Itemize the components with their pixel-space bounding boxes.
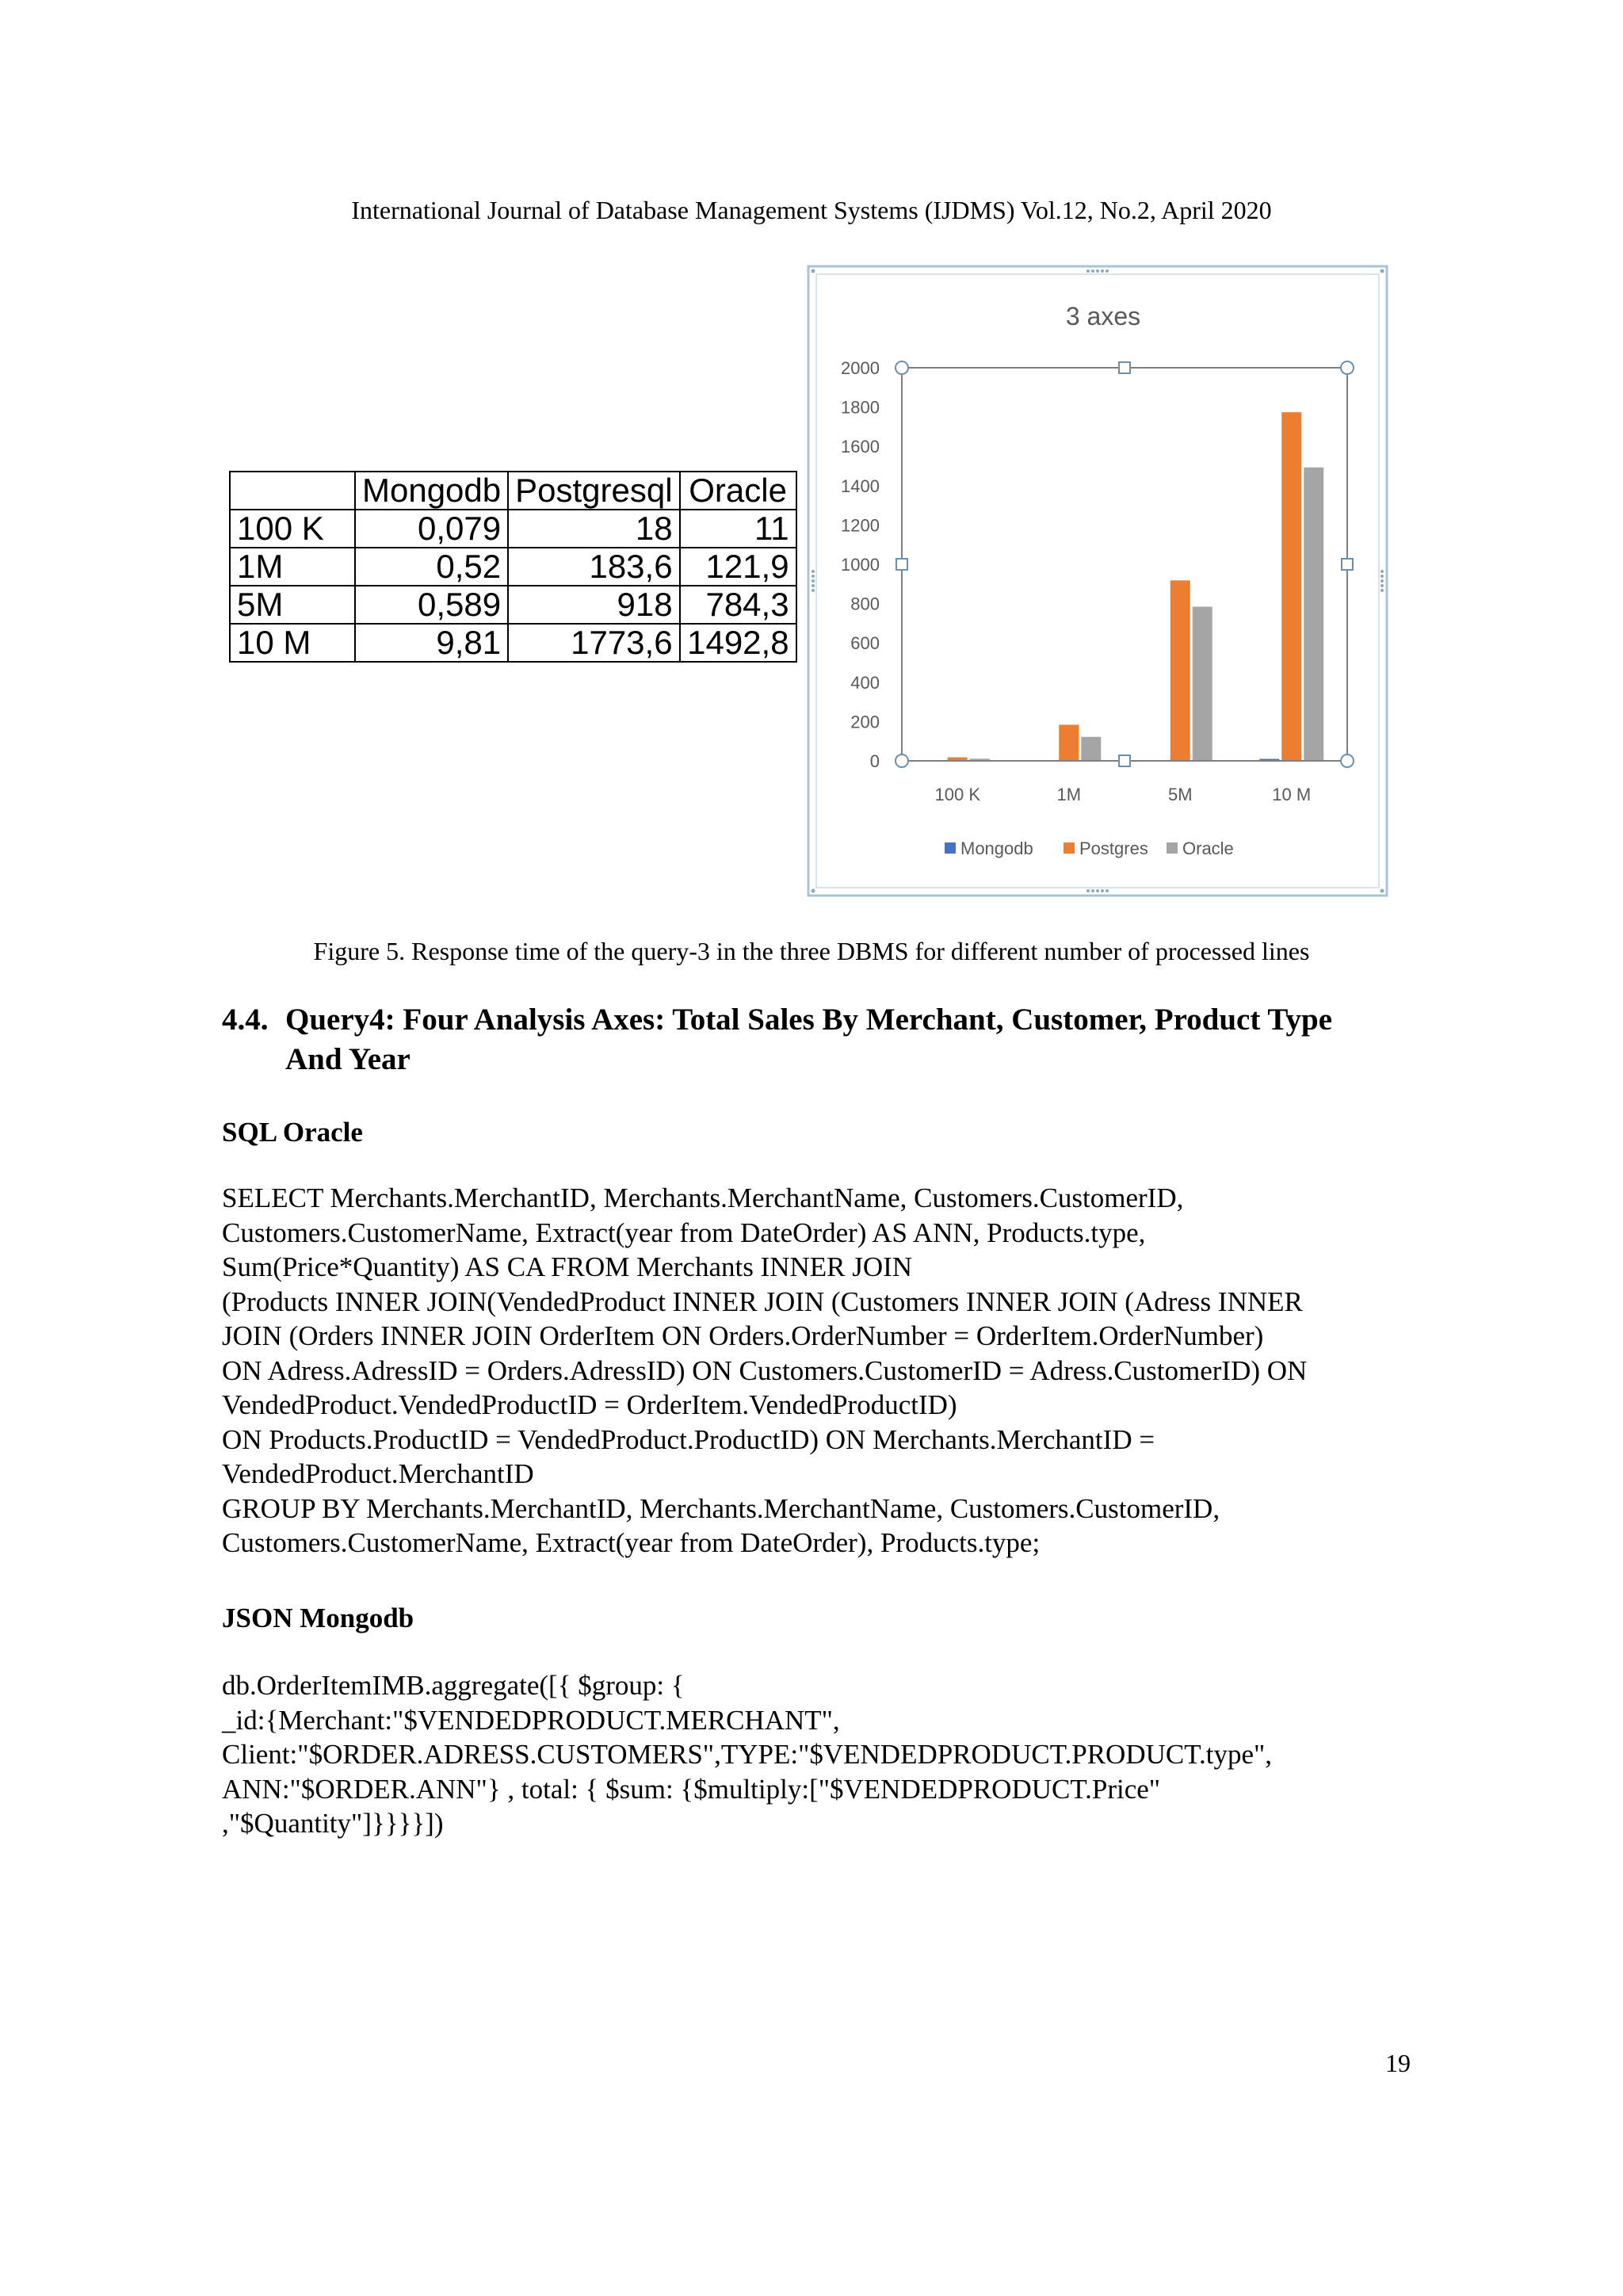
corner-handle (1341, 755, 1354, 767)
side-handle (1119, 755, 1130, 766)
chart-legend (945, 839, 1234, 858)
grip-dot (1106, 269, 1109, 273)
section-title: Query4: Four Analysis Axes: Total Sales By Merchant, Customer, Product Type And Year (285, 1003, 1333, 1076)
code-line: JOIN (Orders INNER JOIN OrderItem ON Orders.OrderNumber = OrderItem.OrderNumber) (222, 1320, 1264, 1351)
table-cell: 9,81 (355, 624, 508, 662)
code-line: Customers.CustomerName, Extract(year from DateOrder) AS ANN, Products.type, (222, 1217, 1146, 1248)
table-cell: 918 (508, 586, 679, 624)
table-cell: 183,6 (508, 548, 679, 586)
table-row (230, 586, 796, 624)
y-tick-label: 2000 (841, 358, 880, 378)
corner-grip (1381, 269, 1384, 273)
json-heading: JSON Mongodb (222, 1603, 414, 1633)
grip-dot (1381, 570, 1384, 573)
legend-swatch (945, 842, 956, 854)
table-cell: 0,589 (355, 586, 508, 624)
y-tick-label: 1800 (841, 397, 880, 418)
y-tick-label: 1400 (841, 476, 880, 496)
y-tick-label: 600 (850, 633, 880, 654)
table-cell: 1773,6 (508, 624, 679, 662)
corner-grip (812, 889, 815, 893)
bar-oracle (1081, 737, 1101, 761)
y-tick-label: 800 (850, 594, 880, 614)
code-line: SELECT Merchants.MerchantID, Merchants.MerchantName, Customers.CustomerID, (222, 1182, 1184, 1213)
code-line: _id:{Merchant:"$VENDEDPRODUCT.MERCHANT", (222, 1704, 840, 1736)
grip-dot (1381, 575, 1384, 578)
section-number: 4.4. (222, 1003, 269, 1037)
code-line: VendedProduct.MerchantID (222, 1458, 534, 1489)
side-handle (1342, 559, 1353, 570)
code-line: GROUP BY Merchants.MerchantID, Merchants.MerchantName, Customers.CustomerID, (222, 1492, 1220, 1524)
table-cell: 121,9 (680, 548, 796, 586)
code-line: Customers.CustomerName, Extract(year from DateOrder), Products.type; (222, 1527, 1041, 1558)
bar-postgres (1170, 580, 1190, 761)
table-header-cell: Oracle (680, 472, 796, 510)
table-row (230, 548, 796, 586)
code-line: ON Products.ProductID = VendedProduct.ProductID) ON Merchants.MerchantID = (222, 1423, 1155, 1455)
bar-oracle (1193, 606, 1212, 761)
y-tick-label: 200 (850, 712, 880, 732)
side-handle (1119, 362, 1130, 373)
grip-dot (1091, 889, 1094, 892)
grip-dot (1381, 589, 1384, 592)
table-row (230, 624, 796, 662)
grip-dot (1091, 269, 1094, 273)
grip-dot (1096, 269, 1099, 273)
table-cell: 784,3 (680, 586, 796, 624)
code-line: VendedProduct.VendedProductID = OrderItem.VendedProductID) (222, 1389, 957, 1420)
chart-svg (807, 265, 1388, 897)
sql-heading: SQL Oracle (222, 1117, 363, 1148)
journal-header: International Journal of Database Management Systems (IJDMS) Vol.12, No.2, April 2020 (351, 196, 1272, 224)
grip-dot (1096, 889, 1099, 892)
table-cell: 18 (508, 510, 679, 548)
json-code-block (222, 1668, 1426, 1841)
corner-handle (1341, 361, 1354, 374)
x-tick-label: 10 M (1272, 785, 1312, 804)
grip-dot (1086, 889, 1090, 892)
figure-caption: Figure 5. Response time of the query-3 in the three DBMS for different number of processed lines (313, 937, 1310, 965)
corner-grip (1381, 889, 1384, 893)
table-header-cell: Postgresql (508, 472, 679, 510)
table-cell: 1492,8 (680, 624, 796, 662)
grip-dot (1381, 579, 1384, 583)
table-row-label: 100 K (230, 510, 355, 548)
grip-dot (812, 579, 815, 583)
legend-swatch (1167, 842, 1178, 854)
grip-dot (1101, 889, 1104, 892)
grip-dot (812, 575, 815, 578)
table-header-row (230, 472, 796, 510)
side-handle (896, 559, 907, 570)
table-cell: 0,52 (355, 548, 508, 586)
table-row-label: 10 M (230, 624, 355, 662)
code-line: (Products INNER JOIN(VendedProduct INNER JOIN (Customers INNER JOIN (Adress INNER (222, 1286, 1303, 1317)
code-line: db.OrderItemIMB.aggregate([{ $group: { (222, 1670, 685, 1701)
y-tick-label: 0 (869, 751, 880, 771)
section-heading (222, 1000, 1395, 1079)
y-tick-label: 1000 (841, 555, 880, 575)
bar-oracle (1304, 468, 1323, 761)
grip-dot (812, 589, 815, 592)
legend-label: Mongodb (960, 839, 1033, 858)
table-cell: 0,079 (355, 510, 508, 548)
table-row-label: 1M (230, 548, 355, 586)
bar-postgres (1281, 412, 1301, 761)
response-time-table (229, 471, 797, 663)
code-line: ,"$Quantity"]}}}}]) (222, 1808, 444, 1839)
table-row-label: 5M (230, 586, 355, 624)
legend-label: Postgres (1079, 839, 1148, 858)
code-line: Sum(Price*Quantity) AS CA FROM Merchants INNER JOIN (222, 1251, 913, 1282)
grip-dot (1381, 584, 1384, 587)
code-line: ANN:"$ORDER.ANN"} , total: { $sum: {$multiply:["$VENDEDPRODUCT.Price" (222, 1773, 1161, 1805)
corner-grip (812, 269, 815, 273)
table-header-cell: Mongodb (355, 472, 508, 510)
grip-dot (812, 584, 815, 587)
sql-code-block (222, 1181, 1426, 1561)
chart-title: 3 axes (1065, 302, 1141, 330)
bar-chart (807, 265, 1388, 897)
table-corner-cell (230, 472, 355, 510)
y-tick-label: 1600 (841, 437, 880, 457)
corner-handle (896, 755, 908, 767)
x-tick-label: 1M (1056, 785, 1082, 804)
page-number: 19 (1385, 2049, 1411, 2077)
x-tick-label: 5M (1167, 785, 1193, 804)
x-tick-label: 100 K (934, 785, 980, 804)
table-row (230, 510, 796, 548)
y-tick-label: 1200 (841, 515, 880, 536)
grip-dot (1106, 889, 1109, 892)
code-line: ON Adress.AdressID = Orders.AdressID) ON Customers.CustomerID = Adress.CustomerID) ON (222, 1354, 1308, 1386)
table-cell: 11 (680, 510, 796, 548)
grip-dot (1086, 269, 1090, 273)
y-tick-label: 400 (850, 672, 880, 693)
code-line: Client:"$ORDER.ADRESS.CUSTOMERS",TYPE:"$VENDEDPRODUCT.PRODUCT.type", (222, 1739, 1273, 1770)
bar-postgres (1059, 724, 1079, 761)
grip-dot (1101, 269, 1104, 273)
corner-handle (896, 361, 908, 374)
legend-label: Oracle (1182, 839, 1234, 858)
legend-swatch (1064, 842, 1075, 854)
grip-dot (812, 570, 815, 573)
